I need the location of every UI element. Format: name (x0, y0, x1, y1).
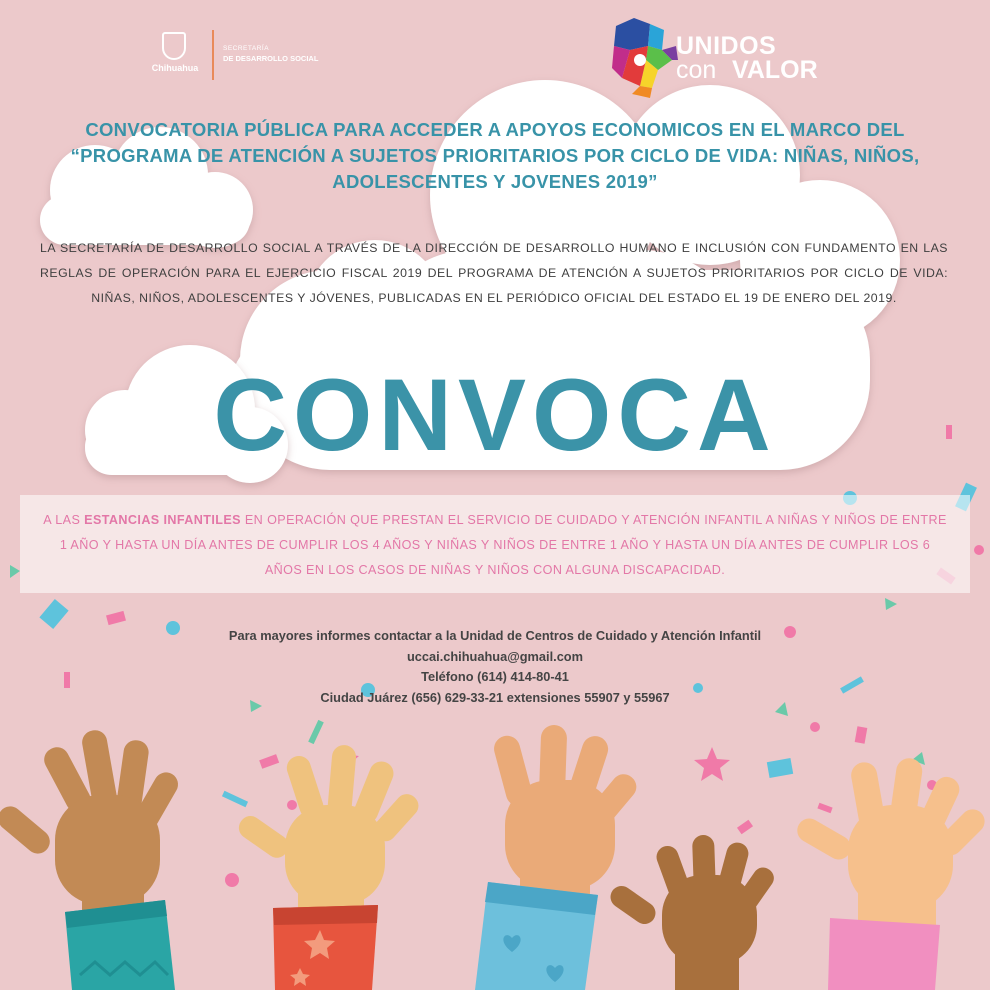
convoca-heading: CONVOCA (213, 358, 777, 472)
logo-word-valor: VALOR (732, 56, 818, 84)
chihuahua-map-icon (610, 16, 680, 101)
contact-juarez-phone[interactable]: Ciudad Juárez (656) 629-33-21 extensiones 55907 y 55967 (320, 689, 670, 705)
hand-5 (793, 757, 990, 990)
logo-word-unidos: UNIDOS (676, 32, 777, 60)
estancias-infantiles-highlight: ESTANCIAS INFANTILES (84, 513, 241, 527)
logo-desarrollo-social: DE DESARROLLO SOCIAL (223, 54, 319, 63)
hand-1 (0, 728, 182, 990)
contact-phone[interactable]: Teléfono (614) 414-80-41 (421, 669, 569, 684)
logo-city-name: Chihuahua (151, 63, 199, 73)
logo-divider (212, 30, 214, 80)
hand-2 (235, 744, 423, 990)
logo-word-con: con (676, 56, 717, 84)
contact-intro: Para mayores informes contactar a la Unidad de Centros de Cuidado y Atención Infantil (228, 628, 762, 643)
intro-paragraph: LA SECRETARÍA DE DESARROLLO SOCIAL A TRAVÉS DE LA DIRECCIÓN DE DESARROLLO HUMANO E INCLUSIÓN CON FUNDAMENTO EN LAS REGLAS DE OPERACIÓN PARA EL EJERCICIO FISCAL 2019 DEL PROGRAMA DE ATENCIÓN A SUJETOS PRIORITARIOS POR CICLO DE VIDA: NIÑAS, NIÑOS, ADOLESCENTES Y JÓVENES, PUBLICADAS EN EL PERIÓDICO OFICIAL DEL ESTADO EL 19 DE ENERO DEL 2019. (40, 241, 948, 305)
hand-4 (606, 835, 778, 990)
contact-block (0, 626, 990, 708)
beneficiaries-text (20, 495, 970, 583)
poster-title: CONVOCATORIA PÚBLICA PARA ACCEDER A APOYOS ECONOMICOS EN EL MARCO DEL “PROGRAMA DE ATENCIÓN A SUJETOS PRIORITARIOS POR CICLO DE VIDA: NIÑAS, NIÑOS, ADOLESCENTES Y JOVENES 2019” (70, 119, 920, 192)
beneficiaries-banner (20, 495, 970, 593)
hand-3 (475, 725, 641, 990)
chihuahua-government-logo (145, 30, 345, 80)
contact-email[interactable]: uccai.chihuahua@gmail.com (406, 648, 584, 664)
banner-prefix: A LAS (43, 513, 85, 527)
coat-of-arms-icon (162, 32, 186, 60)
banner-rest: EN OPERACIÓN QUE PRESTAN EL SERVICIO DE CUIDADO Y ATENCIÓN INFANTIL A NIÑAS Y NIÑOS DE ENTRE 1 AÑO Y HASTA UN DÍA ANTES DE CUMPLIR LOS 4 AÑOS Y NIÑAS Y NIÑOS DE ENTRE 1 AÑO Y HASTA UN DÍA ANTES DE CUMPLIR LOS 6 AÑOS EN LOS CASOS DE NIÑAS Y NIÑOS CON ALGUNA DISCAPACIDAD. (59, 513, 947, 577)
logo-secretaria: SECRETARÍA (223, 45, 270, 52)
unidos-con-valor-logo (610, 16, 850, 101)
